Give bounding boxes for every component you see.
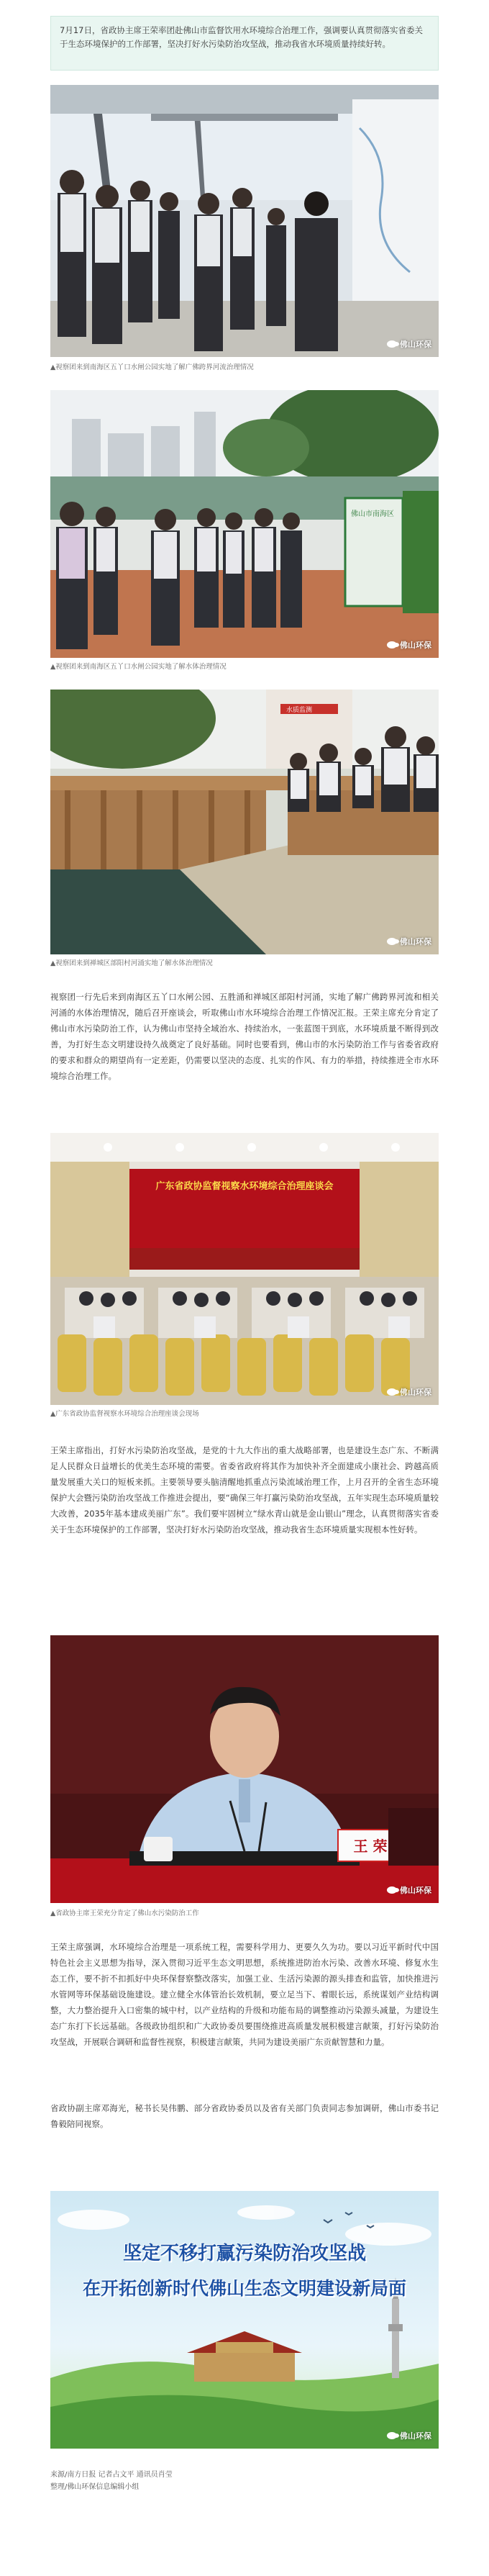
footer-editor: 整理/佛山环保信息编辑小组 xyxy=(50,2483,140,2491)
photo-meeting xyxy=(50,1133,439,1405)
photo-inspection-1 xyxy=(50,85,439,357)
caption-2: ▲视察团来到南海区五丫口水闸公园实地了解水体治理情况 xyxy=(50,663,227,671)
watermark: 佛山环保 xyxy=(387,936,431,947)
wechat-icon xyxy=(387,938,397,945)
nameplate-text: 王 荣 xyxy=(353,1838,388,1855)
article-footer xyxy=(50,2469,439,2493)
final-banner xyxy=(50,2191,439,2449)
caption-4: ▲广东省政协监督视察水环境综合治理座谈会现场 xyxy=(50,1410,199,1418)
caption-1: ▲视察团来到南海区五丫口水闸公园实地了解广佛跨界河流治理情况 xyxy=(50,363,254,371)
footer-source: 来源/南方日报 记者占文平 通讯员肖莹 xyxy=(50,2471,173,2479)
wechat-icon xyxy=(387,641,397,648)
watermark: 佛山环保 xyxy=(387,639,431,651)
photo-speaker xyxy=(50,1635,439,1903)
final-banner-line-2: 在开拓创新时代佛山生态文明建设新局面 xyxy=(82,2278,406,2299)
paragraph-4: 省政协副主席邓海光，秘书长吴伟鹏、部分省政协委员以及省有关部门负责同志参加调研，佛山市委书记鲁毅陪同视察。 xyxy=(50,2103,439,2129)
photo-speaker-image xyxy=(50,1635,439,1903)
wechat-icon xyxy=(387,340,397,348)
paragraph-3: 王荣主席强调，水环境综合治理是一项系统工程，需要科学用力、更要久久为功。要以习近平新时代中国特色社会主义思想为指导，深入贯彻习近平生态文明思想，系统推进防治水污染、改善水环境、修复水生态工作，要不折不扣抓好中央环保督察整改落实，加强工业、生活污染源的源头排查和监管，加快推进污水管网等环保基础设施建设。建立健全水体管治长效机制，要立足当下、着眼长远，系统谋划产业结构调整，大力整治提升入口密集的城中村，以产业结构的升级和功能布局的调整推动污染源头减量，为建设生态广东打下长远基础。各级政协组织和广大政协委员要围绕推进高质量发展积极建言献策，打好污染防治攻坚战，开展联合调研和监督性视察，积极建言献策，共同为建设美丽广东贡献智慧和力量。 xyxy=(50,1942,439,2047)
watermark: 佛山环保 xyxy=(387,1386,431,1398)
watermark: 佛山环保 xyxy=(387,1884,431,1896)
lead-summary: 7月17日，省政协主席王荣率团赴佛山市监督饮用水环境综合治理工作，强调要认真贯彻落实省委关于生态环境保护的工作部署，坚决打好水污染防治攻坚战，推动我省水环境质量持续好转。 xyxy=(50,16,439,71)
paragraph-1: 视察团一行先后来到南海区五丫口水闸公园、五胜涌和禅城区部阳村河涌，实地了解广佛跨界河流和相关河涌的水体治理情况，随后召开座谈会，听取佛山市水环境综合治理工作情况汇报。王荣主席充分肯定了佛山市水污染防治工作，认为佛山市坚持全域治水、持续治水，一张蓝图干到底，水环境质量不断得到改善，为打好生态文明建设持久战奠定了良好基础。同时也要看到，佛山市的水污染防治工作与省委省政府的要求和群众的期望尚有一定差距，仍需要以坚决的态度、扎实的作风、有力的举措，持续推进全市水环境综合治理工作。 xyxy=(50,992,439,1081)
photo-meeting-image xyxy=(50,1133,439,1405)
wechat-icon xyxy=(387,1886,397,1894)
photo-inspection-3 xyxy=(50,690,439,954)
final-banner-line-1: 坚定不移打赢污染防治攻坚战 xyxy=(122,2243,366,2264)
wechat-icon xyxy=(387,1388,397,1396)
final-banner-image xyxy=(50,2191,439,2449)
caption-3: ▲视察团来到禅城区部阳村河涌实地了解水体治理情况 xyxy=(50,959,213,967)
watermark: 佛山环保 xyxy=(387,338,431,350)
wechat-icon xyxy=(387,2432,397,2439)
meeting-banner-text: 广东省政协监督视察水环境综合治理座谈会 xyxy=(155,1181,334,1192)
paragraph-2: 王荣主席指出，打好水污染防治攻坚战，是党的十九大作出的重大战略部署，也是建设生态广东、不断满足人民群众日益增长的优美生态环境的需要。省委省政府将其作为加快补齐全面建成小康社会、跨越高质量发展重大关口的短板来抓。主要领导要头脑清醒地抓重点污染流域治理工作，上月召开的全省生态环境保护大会暨污染防治攻坚战工作推进会提出，要“确保三年打赢污染防治攻坚战，五年实现生态环境质量较大改善，2035年基本建成美丽广东”。我们要牢固树立“绿水青山就是金山银山”理念，认真贯彻落实省委关于生态环境保护的工作部署，坚决打好水污染防治攻坚战，推动我省生态环境质量实现根本性好转。 xyxy=(50,1445,439,1535)
caption-5: ▲省政协主席王荣充分肯定了佛山水污染防治工作 xyxy=(50,1910,199,1917)
photo-inspection-1-image xyxy=(50,85,439,357)
photo-sign-text: 佛山市南海区 xyxy=(351,510,394,518)
photo-inspection-2-image xyxy=(50,390,439,658)
photo-inspection-3-image xyxy=(50,690,439,954)
photo-sign-text: 水质监测 xyxy=(286,707,313,714)
watermark: 佛山环保 xyxy=(387,2430,431,2441)
photo-inspection-2 xyxy=(50,390,439,658)
